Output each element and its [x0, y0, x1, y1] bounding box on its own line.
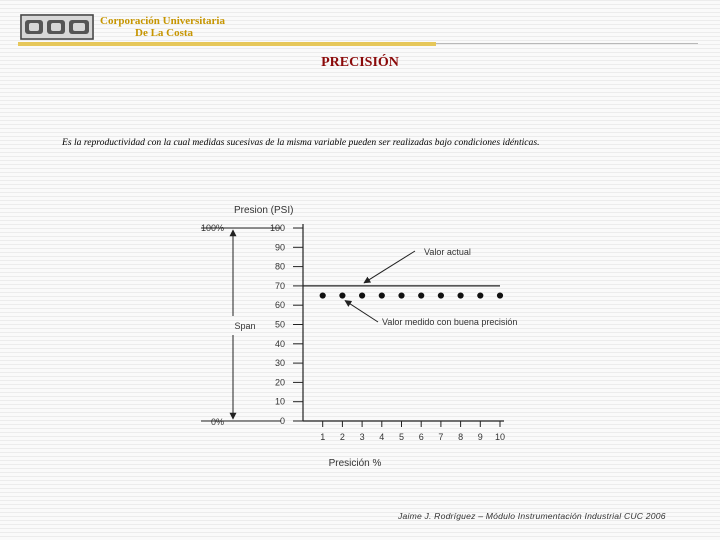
institution-name-line2: De La Costa: [135, 27, 194, 39]
y-tick-label: 70: [274, 280, 285, 291]
measured-value-label: Valor medido con buena precisión: [382, 317, 518, 327]
x-tick-label: 10: [494, 432, 506, 442]
data-point: [458, 292, 464, 298]
actual-value-label: Valor actual: [424, 247, 471, 257]
y-tick-label: 50: [274, 319, 285, 330]
data-point: [438, 292, 444, 298]
definition-text: Es la reproductividad con la cual medidas sucesivas de la misma variable pueden ser realizadas bajo condiciones idénticas.: [62, 137, 540, 148]
actual-value-arrow: [364, 251, 415, 283]
x-axis-label: Presición %: [328, 458, 382, 469]
x-tick-label: 5: [398, 432, 405, 442]
data-point: [477, 292, 483, 298]
x-tick-label: 4: [379, 432, 385, 442]
footer-credit: Jaime J. Rodríguez – Módulo Instrumentación Industrial CUC 2006: [398, 511, 666, 521]
precision-chart-svg: [190, 198, 530, 473]
data-point: [398, 292, 404, 298]
x-tick-label: 6: [418, 432, 424, 442]
x-tick-label: 7: [438, 432, 444, 442]
x-tick-label: 2: [339, 432, 345, 442]
data-point: [359, 292, 365, 298]
y-tick-label: 40: [274, 338, 285, 349]
header-divider-gray: [436, 43, 698, 44]
y-tick-label: 90: [274, 242, 285, 253]
precision-chart: [190, 198, 530, 473]
y-axis-label: Presion (PSI): [234, 205, 294, 216]
x-tick-label: 3: [359, 432, 365, 442]
university-logo: [20, 14, 94, 40]
y-tick-label: 60: [274, 300, 285, 311]
data-point: [379, 292, 385, 298]
x-tick-label: 1: [320, 432, 326, 442]
y-tick-label: 100: [269, 223, 285, 233]
measured-value-arrow: [345, 301, 378, 322]
y-tick-label: 80: [274, 261, 285, 272]
span-label: Span: [234, 321, 256, 331]
data-point: [497, 292, 503, 298]
y-tick-label: 20: [274, 377, 285, 388]
x-tick-label: 9: [477, 432, 483, 442]
y-tick-label: 30: [274, 358, 285, 369]
slide-title: PRECISIÓN: [321, 55, 399, 70]
data-point: [418, 292, 424, 298]
institution-name-line1: Corporación Universitaria: [100, 15, 225, 27]
y-tick-label: 10: [274, 396, 285, 407]
data-point: [339, 292, 345, 298]
x-tick-label: 8: [458, 432, 464, 442]
header-divider-gold: [18, 42, 436, 46]
y-tick-label: 0: [279, 416, 285, 426]
top-percent-label: 100%: [200, 223, 224, 233]
bottom-percent-label: 0%: [210, 417, 224, 427]
data-point: [320, 292, 326, 298]
